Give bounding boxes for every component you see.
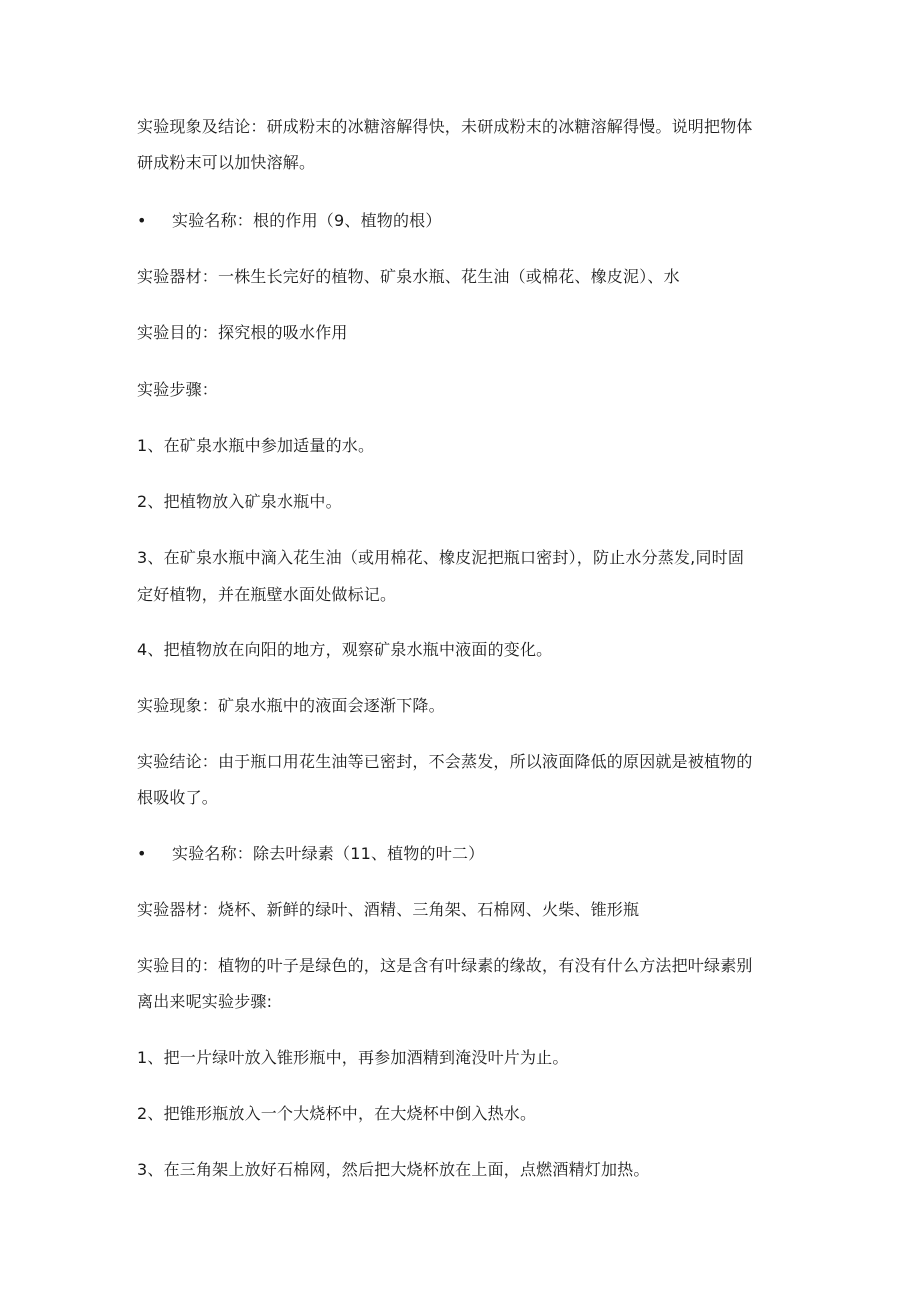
text-line: 实验目的：植物的叶子是绿色的，这是含有叶绿素的缘故，有没有什么方法把叶绿素别: [137, 956, 753, 975]
text-line: 定好植物，并在瓶壁水面处做标记。: [137, 585, 397, 604]
text-line: 1、把一片绿叶放入锥形瓶中，再参加酒精到淹没叶片为止。: [137, 1048, 569, 1067]
text-line: 实验现象：矿泉水瓶中的液面会逐渐下降。: [137, 696, 445, 715]
text-line: 离出来呢实验步骤:: [137, 992, 273, 1011]
section-title: 实验名称：根的作用（9、植物的根）: [172, 211, 442, 230]
text-line: 实验器材：一株生长完好的植物、矿泉水瓶、花生油（或棉花、橡皮泥）、水: [137, 267, 680, 286]
text-line: 实验步骤：: [137, 380, 219, 399]
text-line: 研成粉末可以加快溶解。: [137, 153, 316, 172]
text-line: 2、把植物放入矿泉水瓶中。: [137, 492, 342, 511]
text-line: 4、把植物放在向阳的地方，观察矿泉水瓶中液面的变化。: [137, 640, 553, 659]
text-line: 实验目的：探究根的吸水作用: [137, 323, 348, 342]
text-line: 实验器材：烧杯、新鲜的绿叶、酒精、三角架、石棉网、火柴、锥形瓶: [137, 900, 640, 919]
text-line: 3、在矿泉水瓶中滴入花生油（或用棉花、橡皮泥把瓶口密封），防止水分蒸发,同时固: [137, 548, 745, 567]
bullet-icon: •: [137, 211, 147, 230]
text-line: 实验结论：由于瓶口用花生油等已密封，不会蒸发，所以液面降低的原因就是被植物的: [137, 752, 753, 771]
text-line: 实验现象及结论：研成粉末的冰糖溶解得快，未研成粉末的冰糖溶解得慢。说明把物体: [137, 117, 753, 136]
text-line: 2、把锥形瓶放入一个大烧杯中，在大烧杯中倒入热水。: [137, 1104, 537, 1123]
section-title: 实验名称：除去叶绿素（11、植物的叶二）: [172, 844, 485, 863]
text-line: 1、在矿泉水瓶中参加适量的水。: [137, 436, 375, 455]
text-line: 根吸收了。: [137, 788, 219, 807]
bullet-icon: •: [137, 844, 147, 863]
text-line: 3、在三角架上放好石棉网，然后把大烧杯放在上面，点燃酒精灯加热。: [137, 1160, 650, 1179]
